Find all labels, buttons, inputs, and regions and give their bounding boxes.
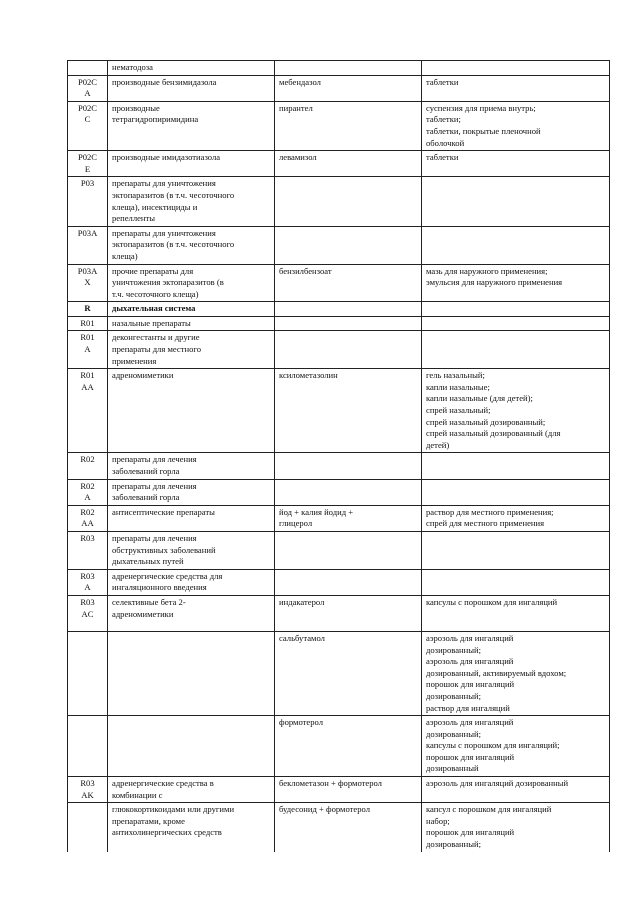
drug-name-cell: левамизол [275,151,422,177]
table-row [68,264,610,302]
group-name-cell: глюкокортикоидами или другими препаратами, кроме антихолинергических средств [108,803,275,852]
dosage-form-cell: аэрозоль для ингаляций дозированный; аэрозоль для ингаляций дозированный, активируемый вдохом; порошок для ингаляций дозированный; раствор для ингаляций [422,631,610,715]
drug-name-cell: ксилометазолин [275,369,422,453]
table-row [68,75,610,101]
table-row [68,177,610,226]
group-name-cell: препараты для лечения обструктивных заболеваний дыхательных путей [108,531,275,569]
drug-name-cell: беклометазон + формотерол [275,777,422,803]
drug-name-cell: будесонид + формотерол [275,803,422,852]
table-row [68,101,610,150]
dosage-form-cell: таблетки [422,75,610,101]
dosage-form-cell [422,61,610,76]
dosage-form-cell [422,316,610,331]
dosage-form-cell [422,302,610,317]
atc-code-cell: R03 A [68,569,108,595]
dosage-form-cell [422,226,610,264]
group-name-cell: препараты для лечения заболеваний горла [108,479,275,505]
dosage-form-cell [422,479,610,505]
atc-code-cell: R03 AK [68,777,108,803]
table-row [68,61,610,76]
atc-code-cell: P02C C [68,101,108,150]
group-name-cell: производные имидазотиазола [108,151,275,177]
group-name-cell: препараты для уничтожения эктопаразитов (в т.ч. чесоточного клеща) [108,226,275,264]
dosage-form-cell: мазь для наружного применения; эмульсия для наружного применения [422,264,610,302]
drug-name-cell: формотерол [275,716,422,777]
atc-code-cell [68,61,108,76]
group-name-cell: антисептические препараты [108,505,275,531]
table-row [68,716,610,777]
drug-name-cell [275,531,422,569]
atc-code-cell: P02C A [68,75,108,101]
table-row [68,803,610,852]
dosage-form-cell: раствор для местного применения; спрей для местного применения [422,505,610,531]
table-row [68,316,610,331]
drug-name-cell [275,479,422,505]
group-name-cell: прочие препараты для уничтожения эктопаразитов (в т.ч. чесоточного клеща) [108,264,275,302]
group-name-cell: препараты для лечения заболеваний горла [108,453,275,479]
group-name-cell: деконгестанты и другие препараты для местного применения [108,331,275,369]
drug-table-body [68,61,610,852]
dosage-form-cell: аэрозоль для ингаляций дозированный [422,777,610,803]
table-row [68,595,610,631]
group-name-cell [108,716,275,777]
drug-name-cell: бензилбензоат [275,264,422,302]
table-row [68,569,610,595]
atc-code-cell: R [68,302,108,317]
dosage-form-cell [422,569,610,595]
drug-name-cell [275,316,422,331]
drug-name-cell [275,226,422,264]
atc-code-cell: R02 A [68,479,108,505]
atc-code-cell [68,803,108,852]
table-row [68,453,610,479]
dosage-form-cell: капсулы с порошком для ингаляций [422,595,610,631]
table-row [68,369,610,453]
atc-code-cell: R01 [68,316,108,331]
atc-code-cell: R02 [68,453,108,479]
atc-code-cell [68,631,108,715]
drug-name-cell: индакатерол [275,595,422,631]
drug-name-cell [275,302,422,317]
drug-name-cell [275,569,422,595]
drug-name-cell [275,453,422,479]
drug-name-cell [275,61,422,76]
dosage-form-cell: таблетки [422,151,610,177]
dosage-form-cell: суспензия для приема внутрь; таблетки; таблетки, покрытые пленочной оболочкой [422,101,610,150]
drug-name-cell: пирантел [275,101,422,150]
atc-code-cell: P03A [68,226,108,264]
atc-code-cell: R03 [68,531,108,569]
group-name-cell: дыхательная система [108,302,275,317]
table-row [68,631,610,715]
atc-code-cell: P03 [68,177,108,226]
table-row [68,505,610,531]
group-name-cell: адреномиметики [108,369,275,453]
atc-code-cell: P02C E [68,151,108,177]
dosage-form-cell [422,453,610,479]
table-row [68,151,610,177]
drug-name-cell [275,177,422,226]
group-name-cell: производные бензимидазола [108,75,275,101]
table-row [68,777,610,803]
group-name-cell: селективные бета 2- адреномиметики [108,595,275,631]
table-row [68,302,610,317]
group-name-cell: адренергические средства в комбинации с [108,777,275,803]
group-name-cell: препараты для уничтожения эктопаразитов (в т.ч. чесоточного клеща), инсектициды и репелленты [108,177,275,226]
group-name-cell: адренергические средства для ингаляционного введения [108,569,275,595]
dosage-form-cell: аэрозоль для ингаляций дозированный; капсулы с порошком для ингаляций; порошок для ингаляций дозированный [422,716,610,777]
dosage-form-cell [422,177,610,226]
drug-table [67,60,610,852]
dosage-form-cell [422,531,610,569]
atc-code-cell: R02 AA [68,505,108,531]
drug-name-cell: мебендазол [275,75,422,101]
atc-code-cell [68,716,108,777]
atc-code-cell: P03A X [68,264,108,302]
drug-name-cell: йод + калия йодид + глицерол [275,505,422,531]
table-row [68,331,610,369]
dosage-form-cell: капсул с порошком для ингаляций набор; порошок для ингаляций дозированный; [422,803,610,852]
atc-code-cell: R01 A [68,331,108,369]
dosage-form-cell [422,331,610,369]
group-name-cell [108,631,275,715]
table-row [68,226,610,264]
table-row [68,531,610,569]
dosage-form-cell: гель назальный; капли назальные; капли назальные (для детей); спрей назальный; спрей назальный дозированный; спрей назальный дозированный (для детей) [422,369,610,453]
atc-code-cell: R03 AC [68,595,108,631]
group-name-cell: назальные препараты [108,316,275,331]
drug-name-cell [275,331,422,369]
drug-name-cell: сальбутамол [275,631,422,715]
table-row [68,479,610,505]
group-name-cell: производные тетрагидропиримидина [108,101,275,150]
atc-code-cell: R01 AA [68,369,108,453]
group-name-cell: нематодоза [108,61,275,76]
